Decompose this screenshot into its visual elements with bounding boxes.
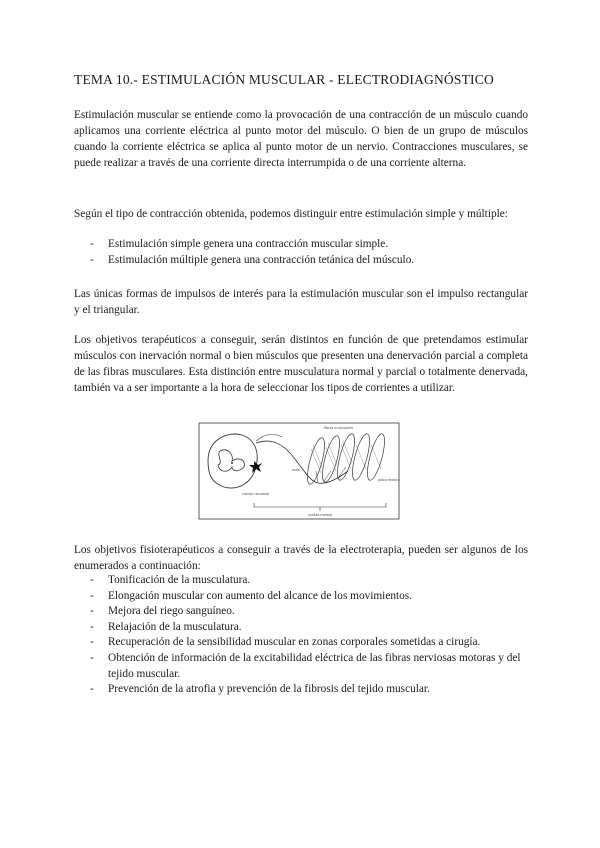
axon-path xyxy=(256,441,348,483)
list-item: - Obtención de información de la excitabilidad eléctrica de las fibras nerviosas motoras y del tejido muscular. xyxy=(90,651,521,680)
motor-unit-illustration xyxy=(198,421,402,525)
label-axon: axón xyxy=(292,468,300,472)
label-motor-unit: unidad motora xyxy=(308,513,333,517)
fiber-hatching xyxy=(311,441,381,473)
list-item: - Prevención de la atrofia y prevención de la fibrosis del tejido muscular. xyxy=(74,682,528,698)
list-item: - Elongación muscular con aumento del alcance de los movimientos. xyxy=(74,589,528,605)
list-marker: - xyxy=(90,574,94,586)
list-item: - Estimulación simple genera una contracción muscular simple. xyxy=(74,237,528,253)
list-item: - Tonificación de la musculatura. xyxy=(74,573,528,589)
gray-matter xyxy=(218,450,244,471)
list-item: - Recuperación de la sensibilidad muscular en zonas corporales sometidas a cirugía. xyxy=(74,635,528,651)
neuron-body-icon xyxy=(249,461,262,473)
list-marker: - xyxy=(90,636,94,649)
label-muscle-fibers: fibras musculares xyxy=(324,426,354,430)
list-marker: - xyxy=(90,238,94,250)
nerve-root xyxy=(256,434,282,441)
paragraph-therapeutic-goals: Los objetivos terapéuticos a conseguir, serán distintos en función de que pretendamos estimular músculos con inervación normal o bien músculos que presenten una denervación parcial a completa de las fibras musculares. Esta distinción entre musculatura normal y parcial o totalmente denervada, también va a ser importante a la hora de seleccionar los tipos de corrientes a utilizar. xyxy=(74,334,528,394)
paragraph-types: Según el tipo de contracción obtenida, podemos distinguir entre estimulación simple y múltiple: xyxy=(74,208,508,220)
page-title: TEMA 10.- ESTIMULACIÓN MUSCULAR - ELECTRODIAGNÓSTICO xyxy=(74,72,494,87)
list-marker: - xyxy=(90,651,94,664)
objectives-list xyxy=(74,573,528,698)
list-marker: - xyxy=(90,683,94,696)
stimulation-types-list xyxy=(74,237,528,268)
muscle-fibers xyxy=(304,432,388,485)
central-canal xyxy=(231,462,233,464)
list-item: - Estimulación múltiple genera una contracción tetánica del músculo. xyxy=(74,253,528,269)
list-marker: - xyxy=(90,620,94,633)
list-marker: - xyxy=(90,589,94,602)
motor-unit-diagram xyxy=(198,421,402,525)
nerve-branches xyxy=(316,467,346,483)
list-marker: - xyxy=(90,253,94,266)
paragraph-impulses: Las únicas formas de impulsos de interés para la estimulación muscular son el impulso rectangular y el triangular. xyxy=(74,288,528,316)
list-marker: - xyxy=(90,605,94,618)
paragraph-physio-goals: Los objetivos fisioterapéuticos a conseguir a través de la electroterapia, pueden ser algunos de los enumerados a continuación: xyxy=(74,544,528,572)
list-item: - Mejora del riego sanguíneo. xyxy=(74,604,528,620)
label-motor-plate: placa motora xyxy=(378,478,400,482)
list-item: - Relajación de la musculatura. xyxy=(74,620,528,636)
paragraph-definition: Estimulación muscular se entiende como la provocación de una contracción de un músculo cuando aplicamos una corriente eléctrica al punto motor del músculo. O bien de un grupo de músculos cuando la corriente eléctrica se aplica al punto motor de un nervio. Contracciones musculares, se puede realizar a través de una corriente directa interrumpida o de una corriente alterna. xyxy=(74,109,528,169)
label-neuron-body: cuerpo neuronal xyxy=(242,492,269,496)
motor-unit-bracket xyxy=(254,503,386,507)
